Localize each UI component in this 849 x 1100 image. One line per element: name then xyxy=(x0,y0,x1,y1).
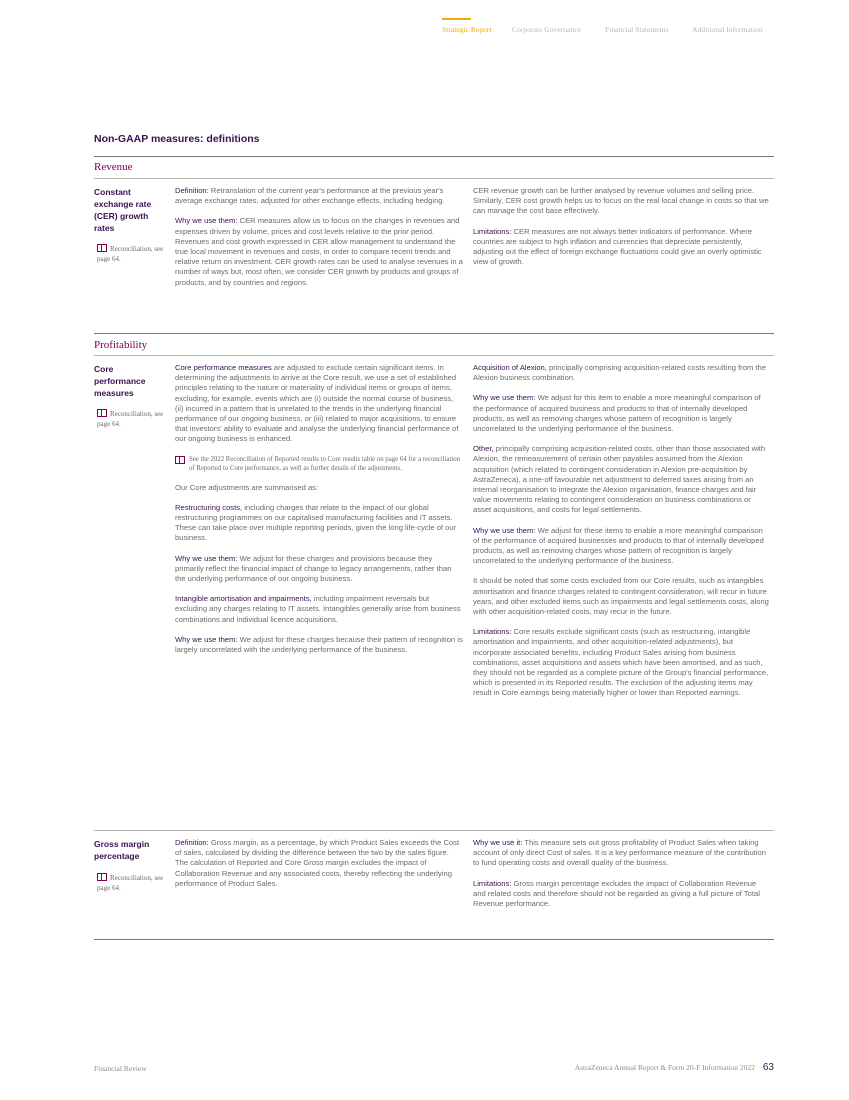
section-heading-profitability: Profitability xyxy=(94,339,148,351)
gross-right-column xyxy=(473,838,769,919)
paragraph: Other, principally comprising acquisition-related costs, other than those associated with Alexion, the remeasurement of certain other payables assumed from the Alexion acquisition (which related to contingent consideration in Alexion pre-acquisition by AstraZeneca), a one-off favourable net adjustment to deferred taxes arising from an internal reorganisation to integrate the Alexion organisation, finance charges and fair value movements relating to contingent consideration on business combinations or asset acquisitions, and costs for legal settlements. xyxy=(473,444,766,515)
page-number: 63 xyxy=(762,1062,774,1073)
paragraph: Definition: Gross margin, as a percentage, by which Product Sales exceeds the Cost of sales, calculated by dividing the difference between the two by the sales figure. The calculation of Reported and Core Gross margin excludes the impact of Collaboration Revenue and any associated costs, thereby reflecting the underlying performance of Product Sales. xyxy=(175,838,460,888)
paragraph: Why we use them: We adjust for these charges and provisions because they primarily reflect the financial impact of change to legacy arrangements, rather than the underlying performance of our ongoing business. xyxy=(175,553,452,584)
section-rule xyxy=(94,156,774,157)
book-icon xyxy=(97,873,107,881)
gross-left-column xyxy=(175,838,463,899)
nav-additional-information[interactable]: Additional Information xyxy=(692,25,763,34)
section-rule xyxy=(94,939,774,940)
nav-financial-statements[interactable]: Financial Statements xyxy=(605,25,669,34)
revenue-left-column xyxy=(175,186,463,298)
active-tab-indicator xyxy=(442,18,471,20)
paragraph: Why we use them: We adjust for these items to enable a more meaningful comparison of the performance of acquired businesses and products to that of internally developed products, as well as removing charges whose pattern of recognition is largely uncorrelated to the underlying performance of the business. xyxy=(473,525,764,566)
reconciliation-link-gross-margin[interactable]: Reconciliation, see page 64. xyxy=(97,874,164,892)
paragraph: Why we use them: CER measures allow us to focus on the changes in revenues and expenses driven by volume, prices and cost levels relative to the prior period. Revenues and cost growth expressed in CER allow management to understand the true local movement in revenues and costs, in order to compare recent trends and relative return on investment. CER growth rates can be used to analyse revenues in a number of ways but, most often, we consider CER growth by products and groups of products, and by countries and regions. xyxy=(175,216,463,287)
paragraph: Limitations: CER measures are not always better indicators of performance. Where countries are subject to high inflation and currencies that depreciate persistently, adjusting out the effect of foreign exchange fluctuations could give an overly optimistic view of growth. xyxy=(473,226,762,267)
top-nav xyxy=(442,18,774,38)
core-left-column xyxy=(175,363,463,665)
page-title: Non-GAAP measures: definitions xyxy=(94,133,260,145)
footer-publication: AstraZeneca Annual Report & Form 20-F Information 2022 63 xyxy=(574,1062,774,1073)
section-rule xyxy=(94,178,774,179)
reconciliation-link-cer[interactable]: Reconciliation, see page 64. xyxy=(97,245,164,263)
book-icon xyxy=(175,456,185,464)
section-rule xyxy=(94,355,774,356)
nav-corporate-governance[interactable]: Corporate Governance xyxy=(512,25,581,34)
section-rule xyxy=(94,830,774,831)
paragraph: CER revenue growth can be further analysed by revenue volumes and selling price. Similarly, CER cost growth helps us to focus on the real local change in costs so that we can manage the cost base effectively. xyxy=(473,186,769,216)
book-icon xyxy=(97,244,107,252)
paragraph: Limitations: Core results exclude significant costs (such as restructuring, intangible amortisation and impairments, and other acquisition-related adjustments), but incorporate associated benefits, including Product Sales arising from business combinations, asset acquisitions and assets which have been amortised, and as such, they should not be regarded as a complete picture of the Group's financial performance, which is presented in its Reported results. The exclusion of the adjusting items may result in Core earnings being materially higher or lower than Reported earnings. xyxy=(473,627,769,698)
reconciliation-link-core[interactable]: Reconciliation, see page 64. xyxy=(97,410,164,428)
paragraph: Acquisition of Alexion, principally comprising acquisition-related costs resulting from the Alexion business combination. xyxy=(473,363,766,383)
paragraph: Definition: Retranslation of the current year's performance at the previous year's average exchange rates, adjusted for other exchange effects, including hedging. xyxy=(175,186,445,206)
paragraph: Why we use them: We adjust for this item to enable a more meaningful comparison of the performance of acquired business and products to that of internally developed products, as well as removing charges whose pattern of recognition is largely uncorrelated to the underlying performance of the business. xyxy=(473,393,761,434)
revenue-right-column xyxy=(473,186,769,277)
core-right-column xyxy=(473,363,769,709)
nav-strategic-report[interactable]: Strategic Report xyxy=(442,25,492,34)
paragraph: It should be noted that some costs excluded from our Core results, such as intangibles amortisation and finance charges related to contingent consideration, will recur in future years, and other excluded items such as impairments and legal settlements costs, along with other acquisition-related costs, may recur in the future. xyxy=(473,576,769,617)
paragraph: Core performance measures are adjusted to exclude certain significant items. In determining the adjustments to arrive at the Core result, we use a set of established principles relating to the nature or materiality of individual items or groups of items, excluding, for example, events which are (i) outside the normal course of business, (ii) incurred in a pattern that is unrelated to the trends in the underlying financial performance of our ongoing business, or (iii) related to major acquisitions, to ensure that investors' ability to evaluate and analyse the underlying financial performance of our ongoing business is enhanced. xyxy=(175,363,459,444)
paragraph: Our Core adjustments are summarised as: xyxy=(175,482,319,492)
measure-label-gross-margin: Gross margin percentage xyxy=(94,839,150,861)
paragraph: Intangible amortisation and impairments, including impairment reversals but excluding any charges relating to IT assets. Intangibles generally arise from business combinations and individual licence acquisitions. xyxy=(175,594,461,624)
book-icon xyxy=(97,409,107,417)
paragraph: Why we use it: This measure sets out gross profitability of Product Sales when taking account of only direct Cost of sales. It is a key performance measure of the contribution to fund operating costs and overall quality of the business. xyxy=(473,838,766,868)
paragraph: Why we use them: We adjust for these charges because their pattern of recognition is largely uncorrelated with the underlying performance of the business. xyxy=(175,634,463,655)
paragraph: Limitations: Gross margin percentage excludes the impact of Collaboration Revenue and related costs and therefore should not be regarded as giving a full picture of Total Revenue performance. xyxy=(473,878,760,909)
section-rule xyxy=(94,333,774,334)
section-heading-revenue: Revenue xyxy=(94,161,133,173)
cross-reference-note[interactable]: See the 2022 Reconciliation of Reported results to Core results table on page 64 for a reconciliation of Reported to Core performance, as well as further details of the adjustments. xyxy=(175,455,463,473)
measure-label-core: Core performance measures xyxy=(94,364,146,398)
measure-label-cer: Constant exchange rate (CER) growth rates xyxy=(94,187,152,233)
footer-section-name: Financial Review xyxy=(94,1064,147,1073)
paragraph: Restructuring costs, including charges that relate to the impact of our global restructuring programmes on our capitalised manufacturing facilities and IT assets. These can take place over multiple reporting periods, given the long life-cycle of our business. xyxy=(175,502,457,543)
